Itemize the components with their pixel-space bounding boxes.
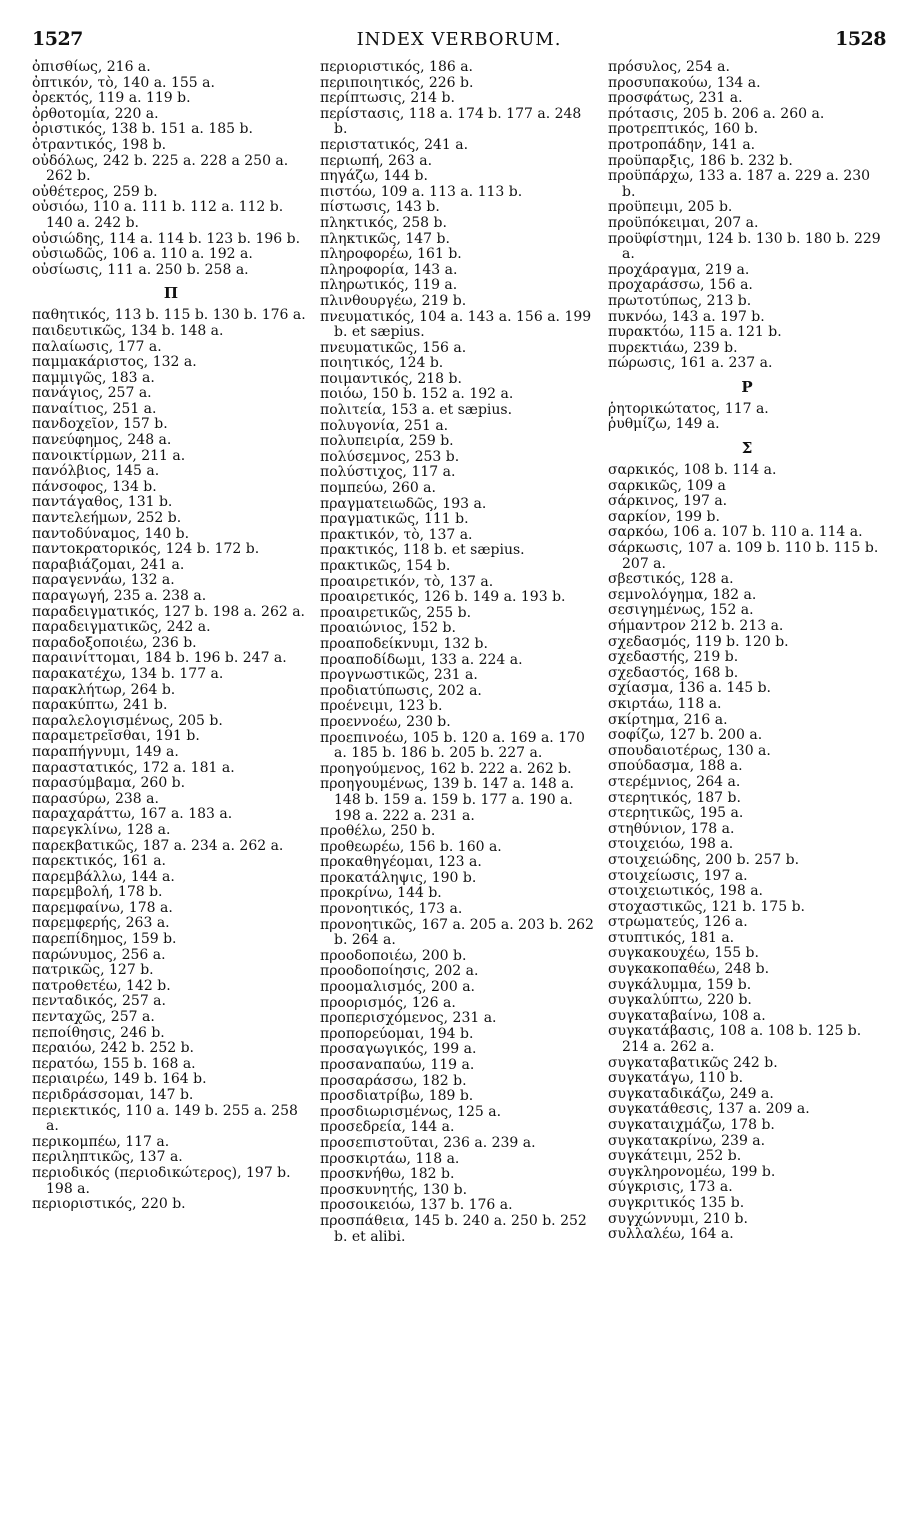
index-entry: περιωπή, 263 a. (320, 152, 433, 169)
index-entry: στοιχειόω, 198 a. (608, 836, 734, 853)
index-entry: παρεγκλίνω, 128 a. (32, 821, 171, 838)
index-entry: πολύσεμνος, 253 b. (320, 448, 460, 465)
index-entry: παρακύπτω, 241 b. (32, 697, 168, 714)
index-entry: πολυγονία, 251 a. (320, 417, 449, 434)
index-entry: πρωτοτύπως, 213 b. (608, 292, 752, 309)
index-entry: προαιρετικός, 126 b. 149 a. 193 b. (320, 589, 566, 606)
index-entry: παραγωγή, 235 a. 238 a. (32, 588, 207, 604)
index-entry: παμμιγῶς, 183 a. (32, 369, 155, 386)
index-entry: συγκακουχέω, 155 b. (608, 945, 759, 962)
index-entry: στρωματεύς, 126 a. (608, 914, 748, 931)
section-letter-rho: Ρ (741, 377, 753, 396)
index-entry: προαιώνιος, 152 b. (320, 620, 456, 637)
index-entry: πίστωσις, 143 b. (320, 199, 440, 216)
index-entry: προνοητικῶς, 167 a. 205 a. 203 b. 262 b. 264 a. (320, 916, 599, 949)
index-entry: πομπεύω, 260 a. (320, 480, 436, 497)
index-entry: πανάγιος, 257 a. (32, 385, 152, 402)
index-entry: περιαιρέω, 149 b. 164 b. (32, 1071, 207, 1088)
index-entry: προκαθηγέομαι, 123 a. (320, 854, 482, 871)
index-entry: παραδοξοποιέω, 236 b. (32, 634, 197, 651)
index-entry: πολύστιχος, 117 a. (320, 464, 456, 481)
index-entry: πυκνόω, 143 a. 197 b. (608, 308, 765, 325)
index-entry: παρασύρω, 238 a. (32, 790, 159, 807)
index-entry: πατρικῶς, 127 b. (32, 962, 154, 979)
index-entry: παραινίττομαι, 184 b. 196 b. 247 a. (32, 650, 287, 667)
index-entry: συγκατάγω, 110 b. (608, 1070, 744, 1087)
index-entry: περικομπέω, 117 a. (32, 1133, 170, 1150)
index-entry: πνευματικῶς, 156 a. (320, 339, 467, 356)
index-entry: συλλαλέω, 164 a. (608, 1226, 734, 1243)
index-entry: προσκυνητής, 130 b. (320, 1181, 468, 1198)
index-entry: παιδευτικῶς, 134 b. 148 a. (32, 322, 224, 339)
index-entry: προοδοποίησις, 202 a. (320, 963, 479, 980)
index-entry: πλινθουργέω, 219 b. (320, 292, 467, 309)
index-entry: συγκατάθεσις, 137 a. 209 a. (608, 1101, 810, 1118)
index-entry: προπερισχόμενος, 231 a. (320, 1010, 497, 1027)
index-entry: παρεμβάλλω, 144 a. (32, 868, 175, 885)
index-entry: προϋπειμι, 205 b. (608, 199, 733, 216)
index-entry: προορισμός, 126 a. (320, 994, 456, 1011)
index-entry: πολυπειρία, 259 b. (320, 433, 454, 450)
index-entry: παραμετρεῖσθαι, 191 b. (32, 728, 200, 745)
index-entry: σαρκόω, 106 a. 107 b. 110 a. 114 a. (608, 524, 863, 541)
index-entry: στοχαστικῶς, 121 b. 175 b. (608, 898, 805, 915)
index-entry: σχεδαστής, 219 b. (608, 649, 739, 666)
index-entry: ῥητορικώτατος, 117 a. (608, 400, 769, 417)
index-entry: σεμνολόγημα, 182 a. (608, 586, 757, 603)
index-entry: σχίασμα, 136 a. 145 b. (608, 680, 771, 697)
index-entry: παντοκρατορικός, 124 b. 172 b. (32, 541, 260, 558)
index-entry: συγκαταιχμάζω, 178 b. (608, 1117, 775, 1133)
index-entry: προτρεπτικός, 160 b. (608, 121, 759, 138)
index-entry: προηγουμένως, 139 b. 147 a. 148 a. 148 b. 159 a. 159 b. 177 a. 190 a. 198 a. 222 a. 231 a. (320, 776, 579, 824)
index-entry: παρακλήτωρ, 264 b. (32, 681, 176, 698)
page-number-right: 1528 (835, 28, 886, 50)
index-entry: παμμακάριστος, 132 a. (32, 354, 197, 371)
index-entry: παρεκτικός, 161 a. (32, 853, 167, 870)
index-entry: συγκριτικός 135 b. (608, 1194, 745, 1211)
index-entry: προσεπιστοῦται, 236 a. 239 a. (320, 1134, 536, 1151)
index-entry: ῥυθμίζω, 149 a. (608, 416, 720, 433)
index-entry: οὐσιώδης, 114 a. 114 b. 123 b. 196 b. (32, 230, 301, 247)
index-entry: πανεύφημος, 248 a. (32, 432, 172, 449)
index-entry: πυρεκτιάω, 239 b. (608, 339, 738, 356)
index-entry: παρεκβατικῶς, 187 a. 234 a. 262 a. (32, 837, 284, 854)
index-entry: στερητικός, 187 b. (608, 789, 741, 806)
index-entry: παναίτιος, 251 a. (32, 400, 157, 417)
index-entry: παντάγαθος, 131 b. (32, 494, 173, 511)
index-entry: παντοδύναμος, 140 b. (32, 525, 190, 542)
index-entry: προομαλισμός, 200 a. (320, 979, 475, 996)
index-entry: παραδειγματικός, 127 b. 198 a. 262 a. (32, 603, 306, 620)
index-entry: ποιητικός, 124 b. (320, 355, 444, 372)
index-entry: προσαράσσω, 182 b. (320, 1072, 467, 1089)
index-entry: στυπτικός, 181 a. (608, 929, 735, 946)
index-entry: περατόω, 155 b. 168 a. (32, 1055, 196, 1072)
index-entry: πεποίθησις, 246 b. (32, 1024, 165, 1041)
index-entry: προεπινοέω, 105 b. 120 a. 169 a. 170 a. 185 b. 186 b. 205 b. 227 a. (320, 729, 590, 762)
index-entry: παραδειγματικῶς, 242 a. (32, 619, 211, 636)
index-entry: προαποδίδωμι, 133 a. 224 a. (320, 651, 523, 668)
index-entry: πανόλβιος, 145 a. (32, 463, 160, 480)
index-entry: προϋπαρξις, 186 b. 232 b. (608, 152, 793, 169)
index-entry: παθητικός, 113 b. 115 b. 130 b. 176 a. (32, 307, 306, 324)
index-entry: πρακτικόν, τὸ, 137 a. (320, 526, 473, 543)
index-entry: στηθύνιον, 178 a. (608, 820, 735, 837)
index-entry: παραχαράττω, 167 a. 183 a. (32, 806, 233, 823)
index-entry: προσκιρτάω, 118 a. (320, 1150, 460, 1167)
index-entry: προϋπάρχω, 133 a. 187 a. 229 a. 230 b. (608, 168, 875, 200)
index-entry: πολιτεία, 153 a. et sæpius. (320, 402, 513, 419)
index-entry: παρεμφερής, 263 a. (32, 915, 170, 932)
index-entry: στοιχειωτικός, 198 a. (608, 883, 763, 900)
index-entry: περιοριστικός, 186 a. (320, 59, 474, 75)
index-entry: προχάραγμα, 219 a. (608, 261, 750, 278)
index-entry: προδιατύπωσις, 202 a. (320, 682, 482, 699)
index-entry: πραγματειωδῶς, 193 a. (320, 495, 487, 512)
index-entry: προηγούμενος, 162 b. 222 a. 262 b. (320, 760, 572, 777)
index-entry: παραλελογισμένως, 205 b. (32, 712, 223, 729)
index-entry: προθέλω, 250 b. (320, 823, 436, 840)
index-entry: περίπτωσις, 214 b. (320, 90, 455, 107)
index-entry: περιδράσσομαι, 147 b. (32, 1087, 194, 1103)
index-entry: ποιόω, 150 b. 152 a. 192 a. (320, 386, 514, 403)
index-entry: παρεμβολή, 178 b. (32, 884, 163, 901)
index-entry: πενταδικός, 257 a. (32, 993, 166, 1010)
index-entry: πραγματικῶς, 111 b. (320, 511, 469, 528)
index-entry: προγνωστικῶς, 231 a. (320, 667, 478, 684)
index-entry: συγκαταβαίνω, 108 a. (608, 1007, 766, 1024)
index-entry: παντελεήμων, 252 b. (32, 510, 182, 527)
entry-list (608, 463, 886, 1243)
index-entry: περιοδικός (περιοδικώτερος), 197 b. 198 a. (32, 1164, 296, 1197)
index-entry: πληκτικῶς, 147 b. (320, 230, 450, 247)
index-column-1 (32, 60, 310, 1245)
index-entry: προαποδείκνυμι, 132 b. (320, 635, 488, 652)
index-entry: σπουδαιοτέρως, 130 a. (608, 742, 771, 759)
index-entry: προοδοποιέω, 200 b. (320, 947, 467, 964)
index-entry: σήμαντρον 212 b. 213 a. (608, 618, 784, 634)
index-entry: προϋπόκειμαι, 207 a. (608, 214, 759, 231)
index-entry: πληροφορία, 143 a. (320, 261, 458, 278)
index-entry: συγκαταδικάζω, 249 a. (608, 1085, 774, 1102)
index-entry: ὀρεκτός, 119 a. 119 b. (32, 90, 191, 107)
index-entry: προένειμι, 123 b. (320, 698, 443, 715)
index-entry: παραβιάζομαι, 241 a. (32, 556, 185, 573)
index-entry: πληρωτικός, 119 a. (320, 277, 458, 294)
index-entry: οὐθέτερος, 259 b. (32, 183, 158, 200)
index-entry: οὐδόλως, 242 b. 225 a. 228 a 250 a. 262 b. (32, 152, 293, 185)
index-entry: σαρκικῶς, 109 a (608, 477, 726, 494)
index-entry: περίστασις, 118 a. 174 b. 177 a. 248 b. (320, 105, 586, 138)
index-entry: προκρίνω, 144 b. (320, 885, 442, 902)
index-entry: συγκατακρίνω, 239 a. (608, 1132, 766, 1149)
index-entry: συγκληρονομέω, 199 b. (608, 1163, 776, 1180)
index-entry: προσπάθεια, 145 b. 240 a. 250 b. 252 b. et alibi. (320, 1212, 592, 1245)
index-entry: περιστατικός, 241 a. (320, 136, 469, 153)
index-entry: παραστατικός, 172 a. 181 a. (32, 759, 235, 776)
index-entry: πρακτικῶς, 154 b. (320, 558, 451, 574)
index-entry: προϋφίστημι, 124 b. 130 b. 180 b. 229 a. (608, 230, 886, 263)
index-entry: συγκάτειμι, 252 b. (608, 1148, 742, 1165)
index-entry: σοφίζω, 127 b. 200 a. (608, 727, 763, 744)
index-entry: συγκαταβατικῶς 242 b. (608, 1054, 778, 1071)
index-entry: προεννοέω, 230 b. (320, 713, 451, 730)
index-entry: προσοικειόω, 137 b. 176 a. (320, 1197, 513, 1214)
entry-list (320, 60, 598, 1245)
entry-list (32, 308, 310, 1212)
index-entry: παρασύμβαμα, 260 b. (32, 775, 186, 792)
index-entry: σάρκινος, 197 a. (608, 493, 728, 510)
index-entry: προθεωρέω, 156 b. 160 a. (320, 838, 502, 855)
index-entry: παρεμφαίνω, 178 a. (32, 899, 173, 916)
index-entry: προσεδρεία, 144 a. (320, 1119, 455, 1136)
index-entry: πληκτικός, 258 b. (320, 214, 447, 231)
index-entry: στερέμνιος, 264 a. (608, 773, 741, 790)
index-entry: ὀπισθίως, 216 a. (32, 59, 151, 75)
index-entry: περιληπτικῶς, 137 a. (32, 1149, 183, 1166)
index-entry: συγχώννυμι, 210 b. (608, 1210, 748, 1227)
index-entry: στοιχείωσις, 197 a. (608, 867, 748, 884)
index-entry: προαιρετικόν, τὸ, 137 a. (320, 573, 494, 590)
index-entry: περιποιητικός, 226 b. (320, 74, 474, 91)
index-entry: προσυπακούω, 134 a. (608, 74, 761, 91)
index-entry: συγκατάβασις, 108 a. 108 b. 125 b. 214 a. 262 a. (608, 1023, 866, 1056)
index-entry: πανοικτίρμων, 211 a. (32, 447, 186, 464)
index-entry: προχαράσσω, 156 a. (608, 277, 753, 294)
index-entry: προαιρετικῶς, 255 b. (320, 604, 472, 621)
index-column-3 (608, 60, 886, 1245)
index-entry: συγκαλύπτω, 220 b. (608, 992, 752, 1009)
index-entry: περαιόω, 242 b. 252 b. (32, 1040, 194, 1057)
section-letter-pi: Π (163, 284, 179, 303)
index-entry: προσαγωγικός, 199 a. (320, 1041, 477, 1058)
page-title: INDEX VERBORUM. (356, 29, 562, 50)
index-entry: σχεδαστός, 168 b. (608, 664, 739, 681)
page-header (32, 28, 886, 54)
index-entry: παρώνυμος, 256 a. (32, 946, 166, 963)
index-entry: σβεστικός, 128 a. (608, 571, 734, 588)
index-entry: σύγκρισις, 173 a. (608, 1179, 733, 1196)
index-entry: ὀτραντικός, 198 b. (32, 136, 167, 153)
index-entry: πληροφορέω, 161 b. (320, 246, 462, 263)
index-entry: προτροπάδην, 141 a. (608, 136, 756, 153)
index-entry: σαρκίον, 199 b. (608, 508, 720, 525)
index-entry: πρακτικός, 118 b. et sæpius. (320, 542, 525, 559)
index-entry: πηγάζω, 144 b. (320, 168, 428, 185)
index-entry: σκιρτάω, 118 a. (608, 695, 722, 712)
index-entry: προσαναπαύω, 119 a. (320, 1057, 475, 1073)
index-entry: προκατάληψις, 190 b. (320, 869, 477, 886)
index-entry: περιοριστικός, 220 b. (32, 1196, 186, 1213)
index-entry: ὀρθοτομία, 220 a. (32, 105, 159, 122)
entry-list (608, 60, 886, 372)
index-entry: ποιμαντικός, 218 b. (320, 370, 462, 387)
index-entry: παρακατέχω, 134 b. 177 a. (32, 665, 224, 682)
index-entry: σπούδασμα, 188 a. (608, 758, 743, 775)
index-entry: σαρκικός, 108 b. 114 a. (608, 462, 777, 479)
index-entry: συγκάλυμμα, 159 b. (608, 976, 752, 993)
index-entry: προσδιατρίβω, 189 b. (320, 1088, 474, 1105)
index-entry: στερητικῶς, 195 a. (608, 805, 744, 822)
index-entry: σκίρτημα, 216 a. (608, 711, 728, 728)
index-entry: οὐσιόω, 110 a. 111 b. 112 a. 112 b. 140 a. 242 b. (32, 199, 288, 231)
index-entry: πώρωσις, 161 a. 237 a. (608, 355, 773, 372)
index-entry: οὐσίωσις, 111 a. 250 b. 258 a. (32, 261, 249, 278)
index-entry: στοιχειώδης, 200 b. 257 b. (608, 851, 800, 868)
index-entry: ὀπτικόν, τὸ, 140 a. 155 a. (32, 74, 215, 91)
index-entry: προπορεύομαι, 194 b. (320, 1025, 474, 1042)
entry-list (608, 402, 886, 433)
index-entry: συγκακοπαθέω, 248 b. (608, 961, 770, 978)
index-entry: προνοητικός, 173 a. (320, 901, 463, 918)
index-entry: παλαίωσις, 177 a. (32, 338, 162, 355)
index-columns (32, 60, 886, 1245)
entry-list (32, 60, 310, 278)
index-entry: πιστόω, 109 a. 113 a. 113 b. (320, 183, 523, 200)
index-entry: πνευματικός, 104 a. 143 a. 156 a. 199 b. et sæpius. (320, 308, 596, 341)
index-entry: πατροθετέω, 142 b. (32, 977, 171, 994)
index-entry: πυρακτόω, 115 a. 121 b. (608, 324, 782, 341)
index-entry: οὐσιωδῶς, 106 a. 110 a. 192 a. (32, 246, 253, 263)
index-entry: παραπήγνυμι, 149 a. (32, 743, 179, 760)
index-entry: πανδοχεῖον, 157 b. (32, 416, 168, 433)
index-entry: παρεπίδημος, 159 b. (32, 931, 177, 948)
index-entry: περιεκτικός, 110 a. 149 b. 255 a. 258 a. (32, 1102, 303, 1135)
index-entry: πάνσοφος, 134 b. (32, 478, 157, 495)
index-entry: πενταχῶς, 257 a. (32, 1009, 155, 1026)
index-entry: πρόσυλος, 254 a. (608, 59, 730, 75)
page-number-left: 1527 (32, 28, 83, 50)
index-entry: προσκνήθω, 182 b. (320, 1166, 455, 1183)
index-entry: παραγεννάω, 132 a. (32, 572, 175, 589)
index-entry: προσδιωρισμένως, 125 a. (320, 1103, 502, 1120)
index-entry: σεσιγημένως, 152 a. (608, 602, 754, 619)
section-letter-sigma: Σ (741, 439, 753, 458)
index-entry: πρότασις, 205 b. 206 a. 260 a. (608, 105, 825, 122)
index-entry: προσφάτως, 231 a. (608, 90, 743, 107)
index-entry: σχεδασμός, 119 b. 120 b. (608, 633, 789, 650)
index-column-2 (320, 60, 598, 1245)
index-entry: ὁριστικός, 138 b. 151 a. 185 b. (32, 121, 253, 138)
index-entry: σάρκωσις, 107 a. 109 b. 110 b. 115 b. 207 a. (608, 540, 883, 572)
